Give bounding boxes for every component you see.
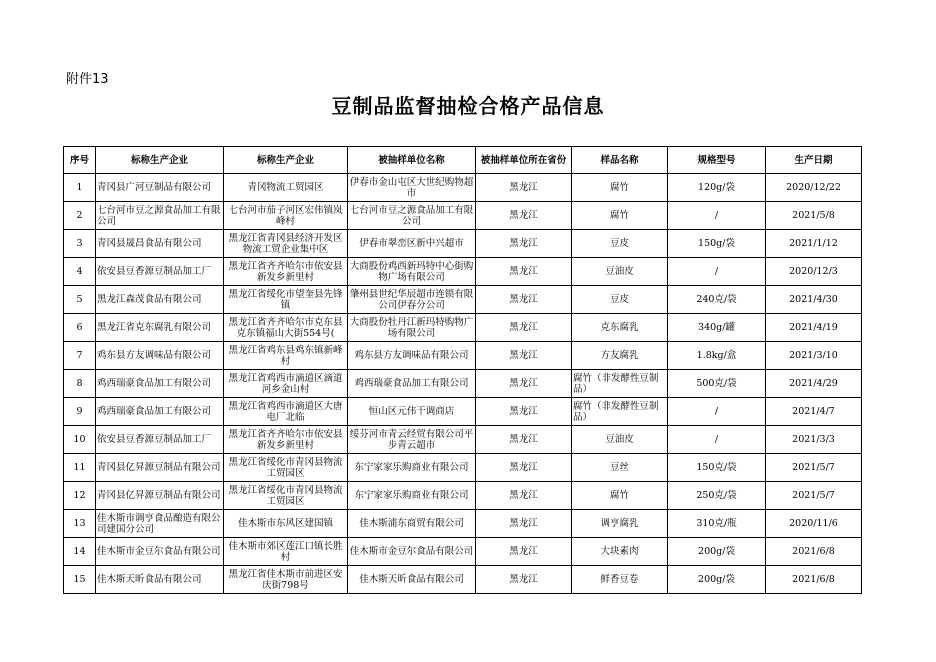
production-date-cell: 2021/6/8 [766, 538, 862, 566]
header-cell-manufacturer: 标称生产企业 [96, 147, 224, 174]
production-date-cell: 2021/5/8 [766, 202, 862, 230]
sample-name-cell: 腐竹（非发酵性豆制品） [572, 370, 668, 398]
production-date-cell: 2021/5/7 [766, 454, 862, 482]
spec-cell: / [668, 426, 766, 454]
province-cell: 黑龙江 [476, 482, 572, 510]
page-title: 豆制品监督抽检合格产品信息 [331, 94, 605, 118]
spec-cell: / [668, 398, 766, 426]
header-cell-production-date: 生产日期 [766, 147, 862, 174]
production-date-cell: 2021/1/12 [766, 230, 862, 258]
production-date-cell: 2021/4/19 [766, 314, 862, 342]
index-cell: 8 [64, 370, 96, 398]
production-date-cell: 2021/4/7 [766, 398, 862, 426]
manufacturer-cell: 鸡西瑞豪食品加工有限公司 [96, 398, 224, 426]
manufacturer-cell: 依安县豆香源豆制品加工厂 [96, 426, 224, 454]
province-cell: 黑龙江 [476, 454, 572, 482]
header-row [64, 147, 862, 174]
production-date-cell: 2021/6/8 [766, 566, 862, 594]
manufacturer-address-cell: 黑龙江省齐齐哈尔市克东县克东镇福山大街554号( [224, 314, 348, 342]
sample-name-cell: 腐竹（非发酵性豆制品） [572, 398, 668, 426]
sampled-unit-cell: 肇州县世纪华辰超市连锁有限公司伊春分公司 [348, 286, 476, 314]
manufacturer-address-cell: 黑龙江省绥化市青冈县物流工贸园区 [224, 454, 348, 482]
production-date-cell: 2021/4/30 [766, 286, 862, 314]
manufacturer-cell: 佳木斯市金豆尔食品有限公司 [96, 538, 224, 566]
sampled-unit-cell: 佳木斯天昕食品有限公司 [348, 566, 476, 594]
header-cell-index: 序号 [64, 147, 96, 174]
sampled-unit-cell: 佳木斯浦东商贸有限公司 [348, 510, 476, 538]
table-row [64, 342, 862, 370]
manufacturer-cell: 鸡东县方友调味品有限公司 [96, 342, 224, 370]
manufacturer-cell: 青冈县亿昇源豆制品有限公司 [96, 454, 224, 482]
index-cell: 3 [64, 230, 96, 258]
sample-name-cell: 调亨腐乳 [572, 510, 668, 538]
sampled-unit-cell: 鸡东县方友调味品有限公司 [348, 342, 476, 370]
manufacturer-cell: 七台河市豆之源食品加工有限公司 [96, 202, 224, 230]
index-cell: 2 [64, 202, 96, 230]
manufacturer-address-cell: 黑龙江省绥化市青冈县物流工贸园区 [224, 482, 348, 510]
province-cell: 黑龙江 [476, 202, 572, 230]
table-row [64, 258, 862, 286]
province-cell: 黑龙江 [476, 510, 572, 538]
manufacturer-cell: 青冈县亿昇源豆制品有限公司 [96, 482, 224, 510]
province-cell: 黑龙江 [476, 342, 572, 370]
table-row [64, 202, 862, 230]
index-cell: 13 [64, 510, 96, 538]
manufacturer-address-cell: 黑龙江省齐齐哈尔市依安县新发乡新里村 [224, 258, 348, 286]
header-cell-sample-name: 样品名称 [572, 147, 668, 174]
table-row [64, 538, 862, 566]
spec-cell: 200g/袋 [668, 538, 766, 566]
manufacturer-address-cell: 黑龙江省齐齐哈尔市依安县新发乡新里村 [224, 426, 348, 454]
manufacturer-address-cell: 黑龙江省佳木斯市前进区安庆街798号 [224, 566, 348, 594]
province-cell: 黑龙江 [476, 370, 572, 398]
spec-cell: 1.8kg/盒 [668, 342, 766, 370]
sampled-unit-cell: 绥芬河市青云经贸有限公司平步青云超市 [348, 426, 476, 454]
spec-cell: 240克/袋 [668, 286, 766, 314]
spec-cell: 150克/袋 [668, 454, 766, 482]
province-cell: 黑龙江 [476, 314, 572, 342]
manufacturer-address-cell: 黑龙江省鸡西市滴道区滴道河乡金山村 [224, 370, 348, 398]
manufacturer-address-cell: 黑龙江省绥化市望奎县先锋镇 [224, 286, 348, 314]
spec-cell: 310克/瓶 [668, 510, 766, 538]
sample-name-cell: 豆皮 [572, 286, 668, 314]
sampled-unit-cell: 七台河市豆之源食品加工有限公司 [348, 202, 476, 230]
province-cell: 黑龙江 [476, 174, 572, 202]
header-cell-spec: 规格型号 [668, 147, 766, 174]
index-cell: 12 [64, 482, 96, 510]
index-cell: 5 [64, 286, 96, 314]
sampled-unit-cell: 东宁家家乐购商业有限公司 [348, 482, 476, 510]
sample-name-cell: 克东腐乳 [572, 314, 668, 342]
sampled-unit-cell: 佳木斯市金豆尔食品有限公司 [348, 538, 476, 566]
table-row [64, 230, 862, 258]
manufacturer-address-cell: 七台河市茄子河区宏伟镇岚峰村 [224, 202, 348, 230]
manufacturer-cell: 青冈县广河豆制品有限公司 [96, 174, 224, 202]
index-cell: 7 [64, 342, 96, 370]
attachment-label: 附件13 [66, 72, 109, 87]
manufacturer-cell: 青冈县晟昌食品有限公司 [96, 230, 224, 258]
index-cell: 10 [64, 426, 96, 454]
province-cell: 黑龙江 [476, 398, 572, 426]
table-row [64, 566, 862, 594]
product-table [63, 146, 862, 594]
sample-name-cell: 方友腐乳 [572, 342, 668, 370]
manufacturer-address-cell: 黑龙江省青冈县经济开发区物流工贸企业集中区 [224, 230, 348, 258]
table-row [64, 314, 862, 342]
table-row [64, 454, 862, 482]
manufacturer-cell: 黑龙江省克东腐乳有限公司 [96, 314, 224, 342]
sample-name-cell: 豆皮 [572, 230, 668, 258]
sampled-unit-cell: 东宁家家乐购商业有限公司 [348, 454, 476, 482]
index-cell: 1 [64, 174, 96, 202]
table-row [64, 286, 862, 314]
header-cell-sampled-unit: 被抽样单位名称 [348, 147, 476, 174]
spec-cell: / [668, 202, 766, 230]
spec-cell: 200g/袋 [668, 566, 766, 594]
sampled-unit-cell: 大商股份鸡西新玛特中心街购物广场有限公司 [348, 258, 476, 286]
header-cell-manufacturer-address: 标称生产企业 [224, 147, 348, 174]
index-cell: 15 [64, 566, 96, 594]
spec-cell: 250克/袋 [668, 482, 766, 510]
table-row [64, 482, 862, 510]
table-row [64, 510, 862, 538]
spec-cell: 150g/袋 [668, 230, 766, 258]
province-cell: 黑龙江 [476, 566, 572, 594]
production-date-cell: 2021/4/29 [766, 370, 862, 398]
production-date-cell: 2021/5/7 [766, 482, 862, 510]
sampled-unit-cell: 恒山区元伟干调商店 [348, 398, 476, 426]
manufacturer-cell: 鸡西瑞豪食品加工有限公司 [96, 370, 224, 398]
manufacturer-address-cell: 黑龙江省鸡西市滴道区大唐电厂北临 [224, 398, 348, 426]
sampled-unit-cell: 大商股份牡丹江新玛特购物广场有限公司 [348, 314, 476, 342]
sampled-unit-cell: 伊春市金山屯区大世纪购物超市 [348, 174, 476, 202]
manufacturer-cell: 佳木斯天昕食品有限公司 [96, 566, 224, 594]
province-cell: 黑龙江 [476, 426, 572, 454]
sampled-unit-cell: 鸡西瑞豪食品加工有限公司 [348, 370, 476, 398]
table-row [64, 426, 862, 454]
index-cell: 6 [64, 314, 96, 342]
province-cell: 黑龙江 [476, 258, 572, 286]
index-cell: 11 [64, 454, 96, 482]
province-cell: 黑龙江 [476, 286, 572, 314]
sampled-unit-cell: 伊春市翠峦区新中兴超市 [348, 230, 476, 258]
sample-name-cell: 豆油皮 [572, 426, 668, 454]
spec-cell: / [668, 258, 766, 286]
sample-name-cell: 鲜香豆卷 [572, 566, 668, 594]
manufacturer-cell: 依安县豆香源豆制品加工厂 [96, 258, 224, 286]
production-date-cell: 2020/11/6 [766, 510, 862, 538]
manufacturer-address-cell: 佳木斯市郊区莲江口镇长胜村 [224, 538, 348, 566]
index-cell: 4 [64, 258, 96, 286]
spec-cell: 500克/袋 [668, 370, 766, 398]
province-cell: 黑龙江 [476, 538, 572, 566]
production-date-cell: 2020/12/22 [766, 174, 862, 202]
index-cell: 14 [64, 538, 96, 566]
sample-name-cell: 腐竹 [572, 174, 668, 202]
manufacturer-address-cell: 黑龙江省鸡东县鸡东镇新峰村 [224, 342, 348, 370]
manufacturer-cell: 黑龙江森茂食品有限公司 [96, 286, 224, 314]
table-row [64, 398, 862, 426]
sample-name-cell: 腐竹 [572, 202, 668, 230]
sample-name-cell: 腐竹 [572, 482, 668, 510]
production-date-cell: 2021/3/3 [766, 426, 862, 454]
spec-cell: 340g/罐 [668, 314, 766, 342]
province-cell: 黑龙江 [476, 230, 572, 258]
sample-name-cell: 豆丝 [572, 454, 668, 482]
manufacturer-address-cell: 青冈物流工贸园区 [224, 174, 348, 202]
table-row [64, 174, 862, 202]
production-date-cell: 2020/12/3 [766, 258, 862, 286]
manufacturer-cell: 佳木斯市调亨食品酿造有限公司建国分公司 [96, 510, 224, 538]
spec-cell: 120g/袋 [668, 174, 766, 202]
manufacturer-address-cell: 佳木斯市东风区建国镇 [224, 510, 348, 538]
sample-name-cell: 大块素肉 [572, 538, 668, 566]
table-row [64, 370, 862, 398]
header-cell-province: 被抽样单位所在省份 [476, 147, 572, 174]
index-cell: 9 [64, 398, 96, 426]
production-date-cell: 2021/3/10 [766, 342, 862, 370]
sample-name-cell: 豆油皮 [572, 258, 668, 286]
